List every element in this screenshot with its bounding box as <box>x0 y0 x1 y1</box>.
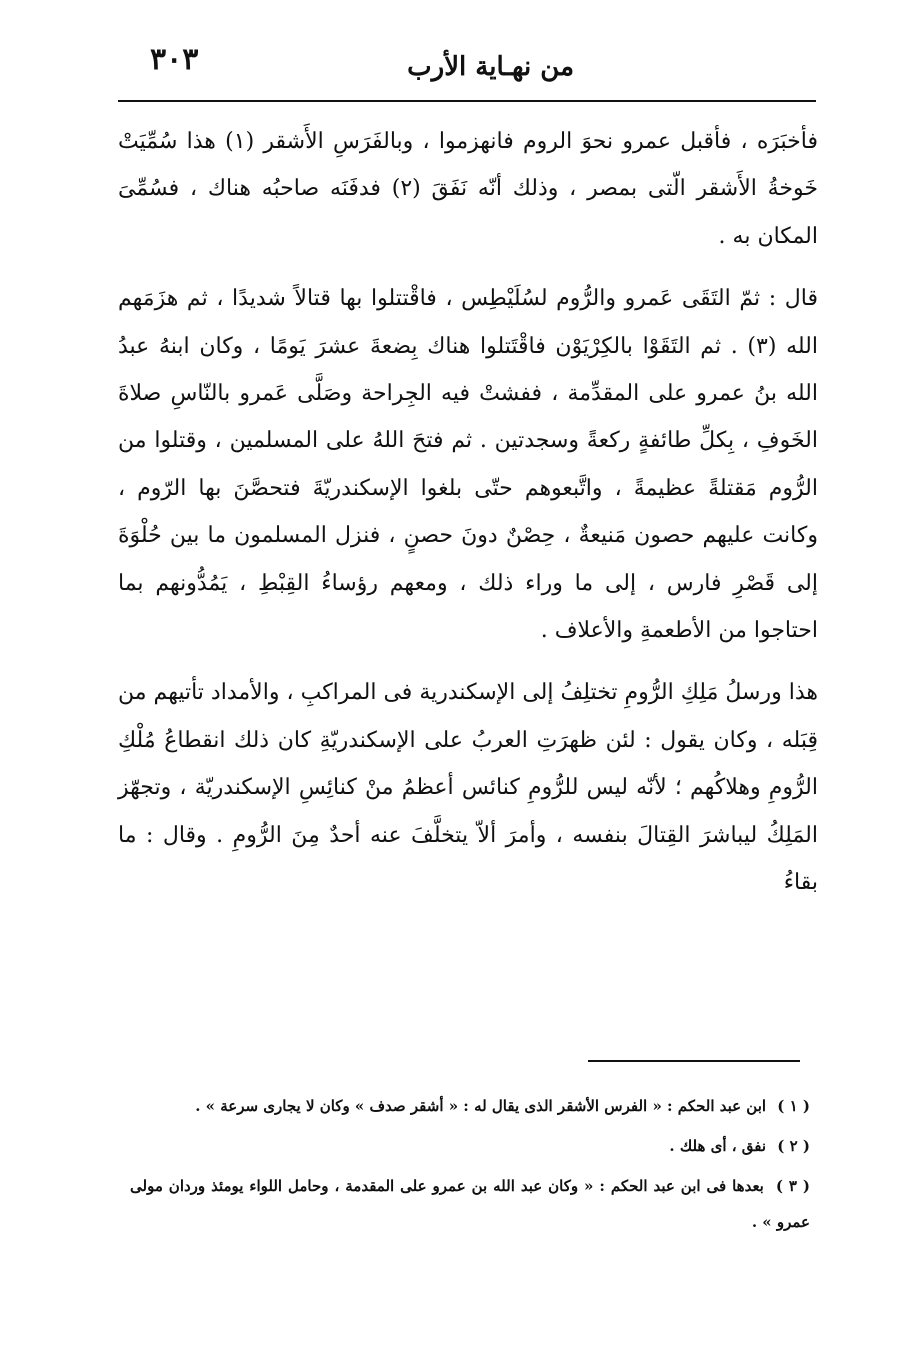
footnote-text: ابن عبد الحكم : « الفرس الأشقر الذى يقال له : « أشقر صدف » وكان لا يجارى سرعة » . <box>195 1097 767 1115</box>
paragraph-3: هذا ورسلُ مَلِكِ الرُّومِ تختلِفُ إلى الإسكندرية فى المراكبِ ، والأمداد تأتيهم من قِبَله ، وكان يقول : لئن ظهرَتِ العربُ على الإسكندريّةِ كان ذلك انقطاعُ مُلْكِ الرُّومِ وهلاكُهم ؛ لأنّه ليس للرُّومِ كنائس أعظمُ منْ كنائِسِ الإسكندريّة ، وتجهّز المَلِكُ ليباشرَ القِتالَ بنفسه ، وأمرَ ألاّ يتخلَّفَ عنه أحدٌ مِنَ الرُّومِ . وقال : ما بقاءُ <box>118 680 818 896</box>
footnotes <box>130 1088 810 1244</box>
footnote-number: ( ١ ) <box>777 1097 810 1115</box>
running-title: من نهـاية الأرب <box>407 52 574 82</box>
footnote-rule <box>588 1060 800 1062</box>
header-rule <box>118 100 816 102</box>
main-text <box>118 118 818 907</box>
footnote-number: ( ٢ ) <box>777 1137 810 1155</box>
footnote-3 <box>130 1168 810 1240</box>
page-number: ٣٠٣ <box>150 42 199 77</box>
paragraph-1: فأخبَرَه ، فأقبل عمرو نحوَ الروم فانهزموا ، وبالفَرَسِ الأَشقر (١) هذا سُمِّيَتْ خَوخةُ الأَشقر الّتى بمصر ، وذلك أنّه نَفَقَ (٢) فدفَنَه صاحبُه هناك ، فسُمِّىَ المكان به . <box>118 129 818 249</box>
footnote-text: نفق ، أى هلك . <box>669 1137 767 1155</box>
footnote-text: بعدها فى ابن عبد الحكم : « وكان عبد الله بن عمرو على المقدمة ، وحامل اللواء يومئذ وردان مولى عمرو » . <box>130 1177 810 1231</box>
footnote-1 <box>130 1088 810 1124</box>
footnote-2 <box>130 1128 810 1164</box>
footnote-number: ( ٣ ) <box>775 1177 810 1195</box>
paragraph-2: قال : ثمّ التَقَى عَمرو والرُّوم لسُلَيْطِس ، فاقْتتلوا بها قتالاً شديدًا ، ثم هزَمَهم الله (٣) . ثم التَقَوْا بالكِرْيَوْن فاقْتَتلوا هناك بِضعةَ عشرَ يَومًا ، وكان ابنهُ عبدُ الله بنُ عمرو على المقدِّمة ، ففشتْ فيه الجِراحة وصَلَّى عَمرو بالنّاسِ صلاةَ الخَوفِ ، بِكلِّ طائفةٍ ركعةً وسجدتين . ثم فتحَ اللهُ على المسلمين ، وقتلوا من الرُّوم مَقتلةً عظيمةً ، واتَّبعوهم حتّى بلغوا الإسكندريّةَ فتحصَّنَ بها الرّوم ، وكانت عليهم حصون مَنيعةٌ ، حِصْنٌ دونَ حصنٍ ، فنزل المسلمون ما بين حُلْوَةَ إلى قَصْرِ فارس ، إلى ما وراء ذلك ، ومعهم رؤساءُ القِبْطِ ، يَمُدُّونهم بما احتاجوا من الأطعمةِ والأعلاف . <box>118 286 818 644</box>
running-header <box>120 32 814 98</box>
